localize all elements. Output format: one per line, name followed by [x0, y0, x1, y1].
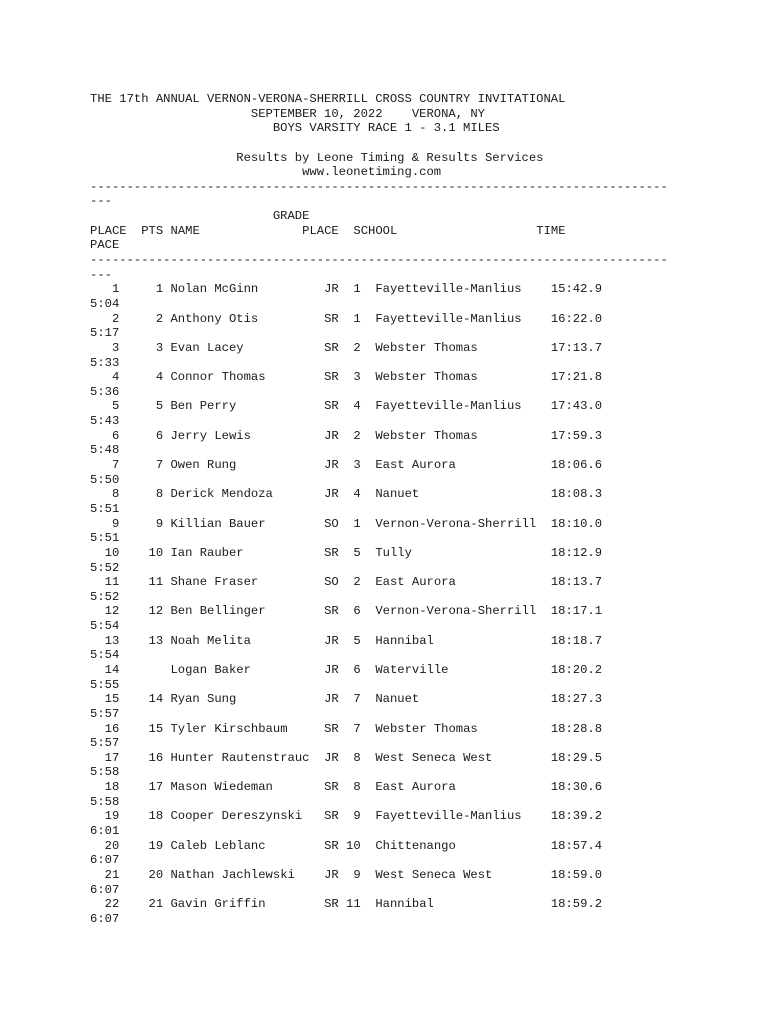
result-name: Ian Rauber	[170, 545, 317, 560]
table-row-pace	[90, 883, 668, 898]
results-document	[90, 92, 668, 927]
result-place: 19	[90, 809, 120, 824]
result-school: Hannibal	[375, 633, 551, 648]
result-grade-place: 11	[338, 897, 361, 912]
result-place: 10	[90, 545, 120, 560]
result-pace: 6:07	[90, 882, 120, 897]
result-grade: JR	[324, 428, 339, 443]
result-grade-place: 5	[338, 545, 361, 560]
result-time: 18:06.6	[550, 458, 603, 473]
table-row-pace	[90, 824, 668, 839]
result-grade-place: 3	[338, 458, 361, 473]
result-points: 15	[119, 721, 164, 736]
result-school: Nanuet	[375, 487, 551, 502]
table-row-pace	[90, 853, 668, 868]
table-row-pace	[90, 912, 668, 927]
result-grade-place: 8	[338, 780, 361, 795]
result-name: Cooper Dereszynski	[170, 809, 317, 824]
table-row-pace	[90, 795, 668, 810]
table-row-pace	[90, 736, 668, 751]
result-grade: JR	[324, 867, 339, 882]
column-header-pace	[90, 238, 668, 253]
result-time: 18:12.9	[550, 545, 603, 560]
table-row	[90, 722, 668, 737]
table-row-pace	[90, 648, 668, 663]
result-grade: SR	[324, 897, 339, 912]
result-grade-place: 5	[338, 633, 361, 648]
table-row	[90, 370, 668, 385]
col-name: NAME	[170, 223, 200, 238]
result-time: 17:59.3	[550, 428, 603, 443]
result-name: Nathan Jachlewski	[170, 867, 317, 882]
table-row	[90, 487, 668, 502]
table-row	[90, 780, 668, 795]
result-school: Fayetteville-Manlius	[375, 399, 551, 414]
table-row	[90, 634, 668, 649]
table-rule-wrap: ---	[90, 267, 112, 282]
result-pace: 6:07	[90, 853, 120, 868]
table-row-pace	[90, 356, 668, 371]
result-points: 13	[119, 633, 164, 648]
result-name: Hunter Rautenstrauc	[170, 750, 317, 765]
result-place: 22	[90, 897, 120, 912]
race-title: THE 17th ANNUAL VERNON-VERONA-SHERRILL CROSS COUNTRY INVITATIONAL	[90, 92, 566, 106]
result-school: Tully	[375, 545, 551, 560]
result-time: 18:17.1	[550, 604, 603, 619]
result-time: 18:29.5	[550, 750, 603, 765]
result-grade-place: 9	[338, 809, 361, 824]
result-points: 11	[119, 575, 164, 590]
result-time: 15:42.9	[550, 282, 603, 297]
table-row	[90, 546, 668, 561]
result-time: 16:22.0	[550, 311, 603, 326]
table-row-pace	[90, 326, 668, 341]
result-grade-place: 2	[338, 428, 361, 443]
result-grade-place: 8	[338, 750, 361, 765]
result-pace: 5:51	[90, 501, 120, 516]
result-grade: JR	[324, 692, 339, 707]
header-rule: -------------------------------------------------------------------------------	[90, 179, 668, 194]
result-points: 9	[119, 516, 164, 531]
result-school: Fayetteville-Manlius	[375, 809, 551, 824]
table-row	[90, 341, 668, 356]
result-grade: SR	[324, 399, 339, 414]
result-school: West Seneca West	[375, 867, 551, 882]
result-name: Noah Melita	[170, 633, 317, 648]
table-row-pace	[90, 473, 668, 488]
result-pace: 5:51	[90, 531, 120, 546]
table-row-pace	[90, 297, 668, 312]
result-points: 12	[119, 604, 164, 619]
table-row-pace	[90, 414, 668, 429]
result-pace: 5:50	[90, 472, 120, 487]
result-grade: JR	[324, 633, 339, 648]
result-name: Ben Bellinger	[170, 604, 317, 619]
result-pace: 5:33	[90, 355, 120, 370]
result-points: 4	[119, 370, 164, 385]
result-grade-place: 3	[338, 370, 361, 385]
result-time: 18:18.7	[550, 633, 603, 648]
table-row-pace	[90, 502, 668, 517]
result-grade: JR	[324, 458, 339, 473]
result-grade-place: 10	[338, 838, 361, 853]
table-row-pace	[90, 385, 668, 400]
result-name: Mason Wiedeman	[170, 780, 317, 795]
table-row-pace	[90, 619, 668, 634]
result-time: 18:10.0	[550, 516, 603, 531]
result-time: 18:13.7	[550, 575, 603, 590]
result-time: 18:27.3	[550, 692, 603, 707]
timing-website: www.leonetiming.com	[302, 165, 442, 180]
result-school: Webster Thomas	[375, 340, 551, 355]
result-name: Evan Lacey	[170, 340, 317, 355]
result-points: 17	[119, 780, 164, 795]
result-place: 1	[90, 282, 120, 297]
result-name: Nolan McGinn	[170, 282, 317, 297]
result-school: West Seneca West	[375, 750, 551, 765]
result-name: Logan Baker	[170, 662, 317, 677]
result-name: Gavin Griffin	[170, 897, 317, 912]
result-name: Caleb Leblanc	[170, 838, 317, 853]
table-row-pace	[90, 531, 668, 546]
table-row-pace	[90, 561, 668, 576]
table-row	[90, 458, 668, 473]
result-name: Jerry Lewis	[170, 428, 317, 443]
table-row-pace	[90, 707, 668, 722]
result-school: Vernon-Verona-Sherrill	[375, 516, 551, 531]
table-row	[90, 839, 668, 854]
result-place: 17	[90, 750, 120, 765]
result-school: Chittenango	[375, 838, 551, 853]
result-school: Webster Thomas	[375, 721, 551, 736]
result-pace: 5:48	[90, 443, 120, 458]
result-grade: SR	[324, 838, 339, 853]
result-grade: SR	[324, 340, 339, 355]
table-row	[90, 575, 668, 590]
result-school: East Aurora	[375, 780, 551, 795]
result-name: Tyler Kirschbaum	[170, 721, 317, 736]
result-grade: JR	[324, 282, 339, 297]
table-row-pace	[90, 765, 668, 780]
result-pace: 5:58	[90, 794, 120, 809]
result-school: Webster Thomas	[375, 370, 551, 385]
result-time: 18:59.0	[550, 867, 603, 882]
result-place: 15	[90, 692, 120, 707]
result-grade-place: 1	[338, 311, 361, 326]
result-name: Killian Bauer	[170, 516, 317, 531]
result-school: Hannibal	[375, 897, 551, 912]
table-row	[90, 312, 668, 327]
result-school: Fayetteville-Manlius	[375, 311, 551, 326]
col-pts: PTS	[141, 223, 164, 238]
result-time: 18:59.2	[550, 897, 603, 912]
result-grade-place: 6	[338, 604, 361, 619]
result-pace: 5:17	[90, 326, 120, 341]
result-place: 9	[90, 516, 120, 531]
result-grade-place: 4	[338, 399, 361, 414]
result-time: 17:21.8	[550, 370, 603, 385]
result-time: 18:28.8	[550, 721, 603, 736]
result-name: Derick Mendoza	[170, 487, 317, 502]
result-pace: 5:58	[90, 765, 120, 780]
result-points: 1	[119, 282, 164, 297]
col-school: SCHOOL	[353, 223, 398, 238]
col-grade-place: PLACE	[302, 223, 339, 238]
result-pace: 5:55	[90, 677, 120, 692]
result-name: Anthony Otis	[170, 311, 317, 326]
result-time: 18:39.2	[550, 809, 603, 824]
table-row	[90, 604, 668, 619]
result-grade-place: 7	[338, 692, 361, 707]
table-row	[90, 751, 668, 766]
result-name: Ben Perry	[170, 399, 317, 414]
col-place: PLACE	[90, 223, 127, 238]
result-grade: SO	[324, 575, 339, 590]
result-name: Owen Rung	[170, 458, 317, 473]
table-row	[90, 282, 668, 297]
result-pace: 5:36	[90, 384, 120, 399]
result-time: 17:13.7	[550, 340, 603, 355]
result-place: 14	[90, 662, 120, 677]
result-name: Shane Fraser	[170, 575, 317, 590]
column-header-grade: GRADE	[272, 209, 310, 224]
result-grade-place: 4	[338, 487, 361, 502]
result-school: East Aurora	[375, 575, 551, 590]
race-date-location: SEPTEMBER 10, 2022 VERONA, NY	[250, 106, 485, 121]
table-row	[90, 663, 668, 678]
result-name: Connor Thomas	[170, 370, 317, 385]
result-grade-place: 1	[338, 282, 361, 297]
table-row	[90, 399, 668, 414]
result-place: 11	[90, 575, 120, 590]
table-row-pace	[90, 443, 668, 458]
table-row	[90, 868, 668, 883]
result-place: 4	[90, 370, 120, 385]
col-time: TIME	[536, 223, 566, 238]
result-time: 18:20.2	[550, 662, 603, 677]
result-school: Waterville	[375, 662, 551, 677]
result-points: 18	[119, 809, 164, 824]
result-place: 20	[90, 838, 120, 853]
result-pace: 5:54	[90, 648, 120, 663]
result-place: 2	[90, 311, 120, 326]
result-points: 10	[119, 545, 164, 560]
result-place: 8	[90, 487, 120, 502]
result-name: Ryan Sung	[170, 692, 317, 707]
table-row	[90, 517, 668, 532]
result-points: 7	[119, 458, 164, 473]
result-grade: SR	[324, 311, 339, 326]
result-points: 16	[119, 750, 164, 765]
result-pace: 5:57	[90, 736, 120, 751]
result-school: East Aurora	[375, 458, 551, 473]
result-school: Nanuet	[375, 692, 551, 707]
result-grade: SR	[324, 780, 339, 795]
result-points: 20	[119, 867, 164, 882]
result-grade-place: 2	[338, 575, 361, 590]
table-rule: -------------------------------------------------------------------------------	[90, 253, 668, 268]
result-grade-place: 2	[338, 340, 361, 355]
result-grade: SR	[324, 809, 339, 824]
result-school: Vernon-Verona-Sherrill	[375, 604, 551, 619]
table-row-pace	[90, 678, 668, 693]
result-pace: 5:52	[90, 589, 120, 604]
result-pace: 5:52	[90, 560, 120, 575]
table-row	[90, 692, 668, 707]
result-time: 18:08.3	[550, 487, 603, 502]
column-header-row	[90, 224, 668, 239]
result-school: Fayetteville-Manlius	[375, 282, 551, 297]
result-grade: SR	[324, 370, 339, 385]
result-pace: 5:57	[90, 706, 120, 721]
result-points: 5	[119, 399, 164, 414]
result-place: 13	[90, 633, 120, 648]
result-place: 16	[90, 721, 120, 736]
result-place: 18	[90, 780, 120, 795]
table-row	[90, 897, 668, 912]
race-name: BOYS VARSITY RACE 1 - 3.1 MILES	[272, 121, 500, 136]
result-time: 18:57.4	[550, 838, 603, 853]
result-grade: JR	[324, 487, 339, 502]
result-points: 2	[119, 311, 164, 326]
result-grade: SR	[324, 604, 339, 619]
result-grade: SR	[324, 721, 339, 736]
col-pace: PACE	[90, 238, 120, 253]
table-row	[90, 429, 668, 444]
result-place: 3	[90, 340, 120, 355]
result-school: Webster Thomas	[375, 428, 551, 443]
result-place: 21	[90, 867, 120, 882]
result-grade-place: 1	[338, 516, 361, 531]
result-place: 5	[90, 399, 120, 414]
results-rows	[90, 282, 668, 926]
result-grade: SR	[324, 545, 339, 560]
table-row-pace	[90, 590, 668, 605]
result-time: 18:30.6	[550, 780, 603, 795]
result-points: 3	[119, 340, 164, 355]
result-place: 12	[90, 604, 120, 619]
result-pace: 5:54	[90, 619, 120, 634]
result-place: 7	[90, 458, 120, 473]
table-row	[90, 809, 668, 824]
result-grade: SO	[324, 516, 339, 531]
result-pace: 5:04	[90, 296, 120, 311]
result-points: 14	[119, 692, 164, 707]
result-points: 6	[119, 428, 164, 443]
result-grade: JR	[324, 750, 339, 765]
result-points	[119, 663, 163, 677]
result-grade-place: 6	[338, 662, 361, 677]
result-pace: 6:07	[90, 911, 120, 926]
result-points: 21	[119, 897, 164, 912]
result-time: 17:43.0	[550, 399, 603, 414]
result-pace: 5:43	[90, 414, 120, 429]
result-points: 8	[119, 487, 164, 502]
result-grade: JR	[324, 662, 339, 677]
result-place: 6	[90, 428, 120, 443]
result-pace: 6:01	[90, 824, 120, 839]
result-grade-place: 7	[338, 721, 361, 736]
header-rule-wrap: ---	[90, 194, 112, 209]
result-points: 19	[119, 838, 164, 853]
results-credit: Results by Leone Timing & Results Services	[236, 150, 544, 165]
result-grade-place: 9	[338, 867, 361, 882]
